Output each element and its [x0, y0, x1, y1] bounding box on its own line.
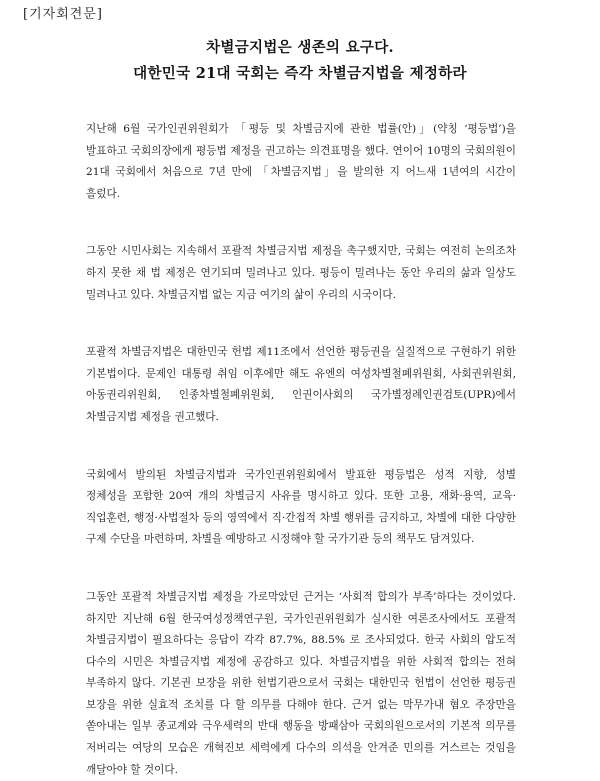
paragraph-2: 그동안 시민사회는 지속해서 포괄적 차별금지법 제정을 촉구했지만, 국회는 여전히 논의조차 하지 못한 채 법 제정은 연기되며 밀려나고 있다. 평등이 밀려나는 동안 우리의 삶과 일상도 밀려나고 있다. 차별금지법 없는 지금 여기의 삶이 우리의 시국이다.: [86, 245, 516, 301]
headline-line-2: 대한민국 21대 국회는 즉각 차별금지법을 제정하라: [133, 65, 467, 82]
paragraph-5: 그동안 포괄적 차별금지법 제정을 가로막았던 근거는 ‘사회적 합의가 부족’하다는 것이었다. 하지만 지난해 6월 한국여성정책연구원, 국가인권위원회가 실시한 여론조사에서도 포괄적 차별금지법이 필요하다는 응답이 각각 87.7%, 88.5% 로 조사되었다. 한국 사회의 압도적 다수의 시민은 차별금지법 제정에 공감하고 있다. 차별금지법을 위한 사회적 합의는 전혀 부족하지 않다. 기본권 보장을 위한 헌법기관으로서 국회는 대한민국 헌법이 선언한 평등권 보장을 위한 실효적 조치를 다 할 의무를 다해야 한다. 근거 없는 막무가내 혐오 주장만을 쏟아내는 일부 종교계와 극우세력의 반대 행동을 방패삼아 국회의원으로서의 기본적 의무를 저버리는 여당의 모습은 개혁진보 세력에게 다수의 의석을 안겨준 민의를 거스르는 것임을 깨달아야 할 것이다.: [86, 590, 516, 776]
document-type-label: [기자회견문]: [23, 7, 103, 22]
paragraph-4: 국회에서 발의된 차별금지법과 국가인권위원회에서 발표한 평등법은 성적 지향, 성별 정체성을 포함한 20여 개의 차별금지 사유를 명시하고 있다. 또한 고용, 재화·용역, 교육·직업훈련, 행정·사법절차 등의 영역에서 직·간접적 차별 행위를 금지하고, 차별에 대한 다양한 구제 수단을 마련하며, 차별을 예방하고 시정해야 할 국가기관 등의 책무도 담겨있다.: [86, 468, 516, 546]
paragraph-1: 지난해 6월 국가인권위원회가 「평등 및 차별금지에 관한 법률(안)」(약칭 ‘평등법’)을 발표하고 국회의장에게 평등법 제정을 권고하는 의견표명을 했다. 연이어 10명의 국회의원이 21대 국회에서 처음으로 7년 만에 「차별금지법」을 발의한 지 어느새 1년여의 시간이 흘렀다.: [86, 123, 516, 200]
statement-body: [86, 119, 516, 781]
headline-line-1: 차별금지법은 생존의 요구다.: [206, 39, 394, 56]
paragraph-3: 포괄적 차별금지법은 대한민국 헌법 제11조에서 선언한 평등권을 실질적으로 구현하기 위한 기본법이다. 문제인 대통령 취임 이후에만 해도 유엔의 여성차별철폐위원회, 사회권위원회, 아동권리위원회, 인종차별철폐위원회, 인권이사회의 국가별정례인권검토(UPR)에서 차별금지법 제정을 권고했다.: [86, 346, 516, 423]
